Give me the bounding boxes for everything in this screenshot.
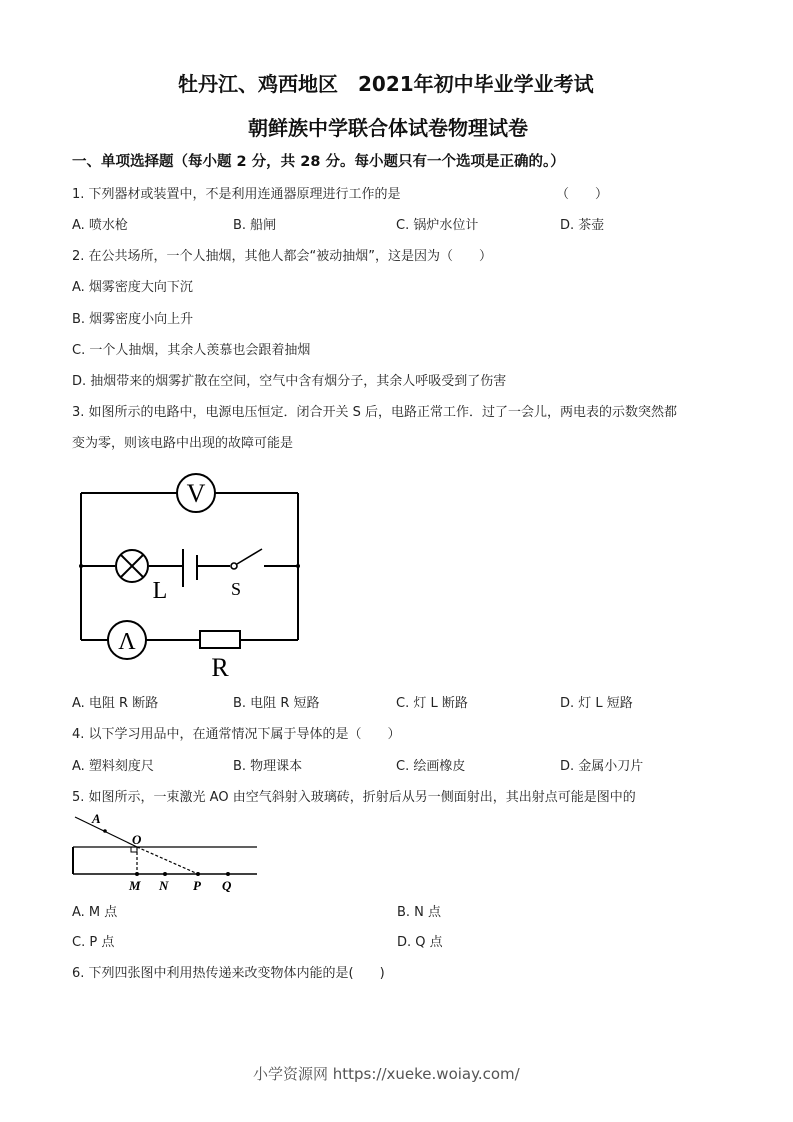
refraction-diagram [65, 805, 265, 895]
battery-icon [183, 549, 197, 587]
question-5-option-a[interactable]: A. M 点 [72, 905, 118, 920]
question-1-stem: 1. 下列器材或装置中，不是利用连通器原理进行工作的是 [72, 187, 401, 202]
svg-text:O: O [132, 832, 142, 847]
svg-text:A: A [92, 811, 101, 826]
question-3-option-d[interactable]: D. 灯 L 短路 [560, 696, 633, 711]
svg-text:V: V [186, 479, 206, 508]
question-3-option-b[interactable]: B. 电阻 R 短路 [233, 696, 320, 711]
exam-title-line1: 牡丹江、鸡西地区 2021年初中毕业学业考试 [178, 72, 594, 96]
question-1-option-b[interactable]: B. 船闸 [233, 218, 277, 233]
question-5-option-b[interactable]: B. N 点 [397, 905, 442, 920]
question-3-stem-line2: 变为零，则该电路中出现的故障可能是 [72, 436, 294, 451]
question-3-stem-line1: 3. 如图所示的电路中，电源电压恒定．闭合开关 S 后，电路正常工作．过了一会儿，两电表的示数突然都 [72, 405, 678, 420]
question-3-option-a[interactable]: A. 电阻 R 断路 [72, 696, 159, 711]
svg-text:Q: Q [222, 878, 232, 893]
resistor-icon [200, 631, 240, 648]
svg-text:Λ: Λ [118, 629, 136, 655]
voltmeter-icon [177, 474, 215, 512]
question-4-option-c[interactable]: C. 绘画橡皮 [396, 759, 466, 774]
svg-text:P: P [193, 878, 201, 893]
svg-text:L: L [152, 578, 168, 604]
question-5-option-c[interactable]: C. P 点 [72, 935, 115, 950]
switch-icon [231, 549, 262, 569]
question-5-stem: 5. 如图所示，一束激光 AO 由空气斜射入玻璃砖，折射后从另一侧面射出，其出射点可能是图中的 [72, 790, 636, 805]
question-5-option-d[interactable]: D. Q 点 [397, 935, 443, 950]
question-4-option-b[interactable]: B. 物理课本 [233, 759, 303, 774]
question-2-option-d[interactable]: D. 抽烟带来的烟雾扩散在空间，空气中含有烟分子，其余人呼吸受到了伤害 [72, 374, 507, 389]
question-2-stem: 2. 在公共场所，一个人抽烟，其他人都会“被动抽烟”，这是因为（ ） [72, 249, 493, 264]
question-1-option-a[interactable]: A. 喷水枪 [72, 218, 128, 233]
question-2-option-a[interactable]: A. 烟雾密度大向下沉 [72, 280, 193, 295]
svg-text:R: R [211, 653, 229, 682]
svg-text:S: S [230, 579, 242, 599]
ammeter-icon [108, 621, 146, 659]
circuit-diagram [70, 465, 310, 685]
question-6-stem: 6. 下列四张图中利用热传递来改变物体内能的是( ) [72, 966, 385, 981]
section-heading: 一、单项选择题（每小题 2 分，共 28 分。每小题只有一个选项是正确的。） [72, 154, 565, 170]
footer-watermark: 小学资源网 https://xueke.woiay.com/ [253, 1065, 520, 1083]
question-2-option-c[interactable]: C. 一个人抽烟，其余人羡慕也会跟着抽烟 [72, 343, 311, 358]
question-2-option-b[interactable]: B. 烟雾密度小向上升 [72, 312, 194, 327]
question-3-option-c[interactable]: C. 灯 L 断路 [396, 696, 468, 711]
svg-text:N: N [159, 878, 169, 893]
question-4-option-d[interactable]: D. 金属小刀片 [560, 759, 644, 774]
question-4-option-a[interactable]: A. 塑料刻度尺 [72, 759, 154, 774]
question-1-answer-blank: （ ） [556, 187, 609, 202]
question-1-option-c[interactable]: C. 锅炉水位计 [396, 218, 479, 233]
question-4-stem: 4. 以下学习用品中，在通常情况下属于导体的是（ ） [72, 727, 401, 742]
lamp-icon [116, 550, 148, 582]
exam-title-line2: 朝鲜族中学联合体试卷物理试卷 [248, 116, 528, 140]
question-1-option-d[interactable]: D. 茶壶 [560, 218, 605, 233]
svg-text:M: M [129, 878, 141, 893]
